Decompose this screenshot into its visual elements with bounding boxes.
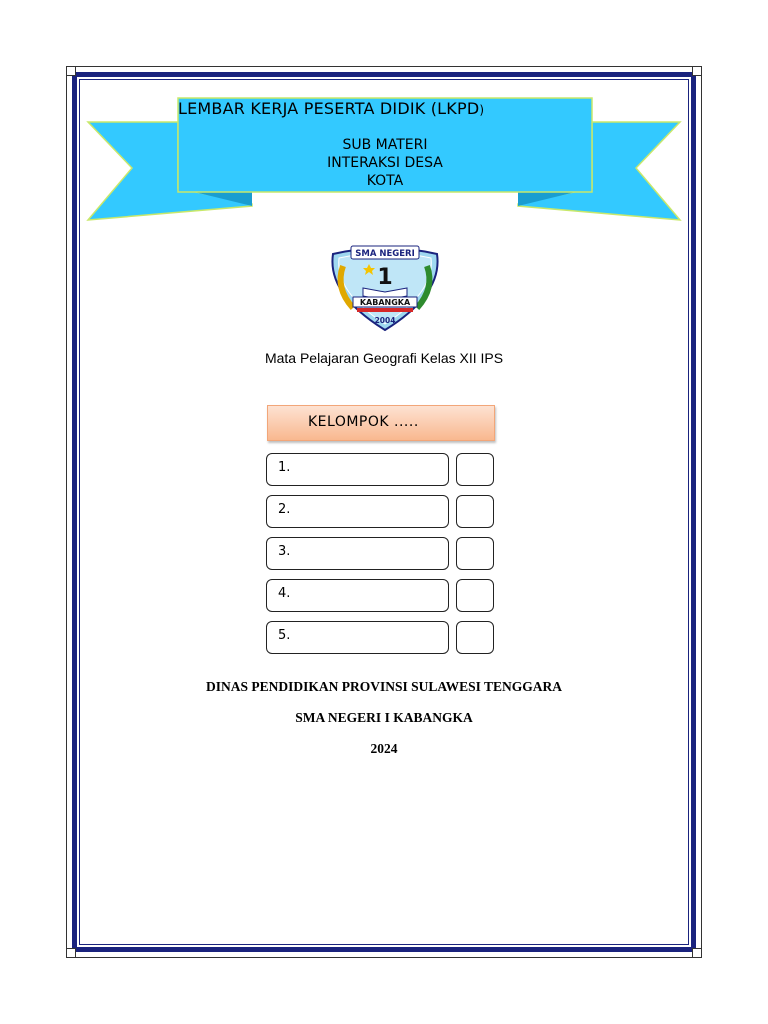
corner-ornament <box>692 948 702 958</box>
corner-ornament <box>66 948 76 958</box>
sub-topic <box>250 136 520 190</box>
sub-topic-line: SUB MATERI <box>342 137 428 153</box>
member-number: 1. <box>278 460 291 475</box>
school-name: SMA NEGERI I KABANGKA <box>295 710 473 725</box>
member-score-box[interactable] <box>456 621 494 654</box>
logo-number: 1 <box>377 265 393 290</box>
member-number: 3. <box>278 544 291 559</box>
logo-name: KABANGKA <box>359 298 411 307</box>
member-score-box[interactable] <box>456 579 494 612</box>
worksheet-title: LEMBAR KERJA PESERTA DIDIK (LKPD) <box>178 99 485 118</box>
subject-line: Mata Pelajaran Geografi Kelas XII IPS <box>264 350 504 366</box>
sub-topic-line: KOTA <box>366 173 404 189</box>
sub-topic-line: INTERAKSI DESA <box>327 155 443 171</box>
member-name-field[interactable] <box>266 579 449 612</box>
school-logo <box>329 244 441 332</box>
member-number: 5. <box>278 628 291 643</box>
group-label-box <box>267 405 495 441</box>
school-year: 2024 <box>370 741 398 756</box>
member-number: 2. <box>278 502 291 517</box>
member-number: 4. <box>278 586 291 601</box>
group-label: KELOMPOK ..... <box>308 414 419 430</box>
logo-top-text: SMA NEGERI <box>355 249 415 259</box>
member-score-box[interactable] <box>456 495 494 528</box>
member-name-field[interactable] <box>266 495 449 528</box>
corner-ornament <box>66 66 76 76</box>
agency-name: DINAS PENDIDIKAN PROVINSI SULAWESI TENGGARA <box>205 679 563 694</box>
member-name-field[interactable] <box>266 621 449 654</box>
member-score-box[interactable] <box>456 453 494 486</box>
logo-year: 2004 <box>374 316 396 325</box>
member-name-field[interactable] <box>266 453 449 486</box>
member-score-box[interactable] <box>456 537 494 570</box>
member-name-field[interactable] <box>266 537 449 570</box>
corner-ornament <box>692 66 702 76</box>
